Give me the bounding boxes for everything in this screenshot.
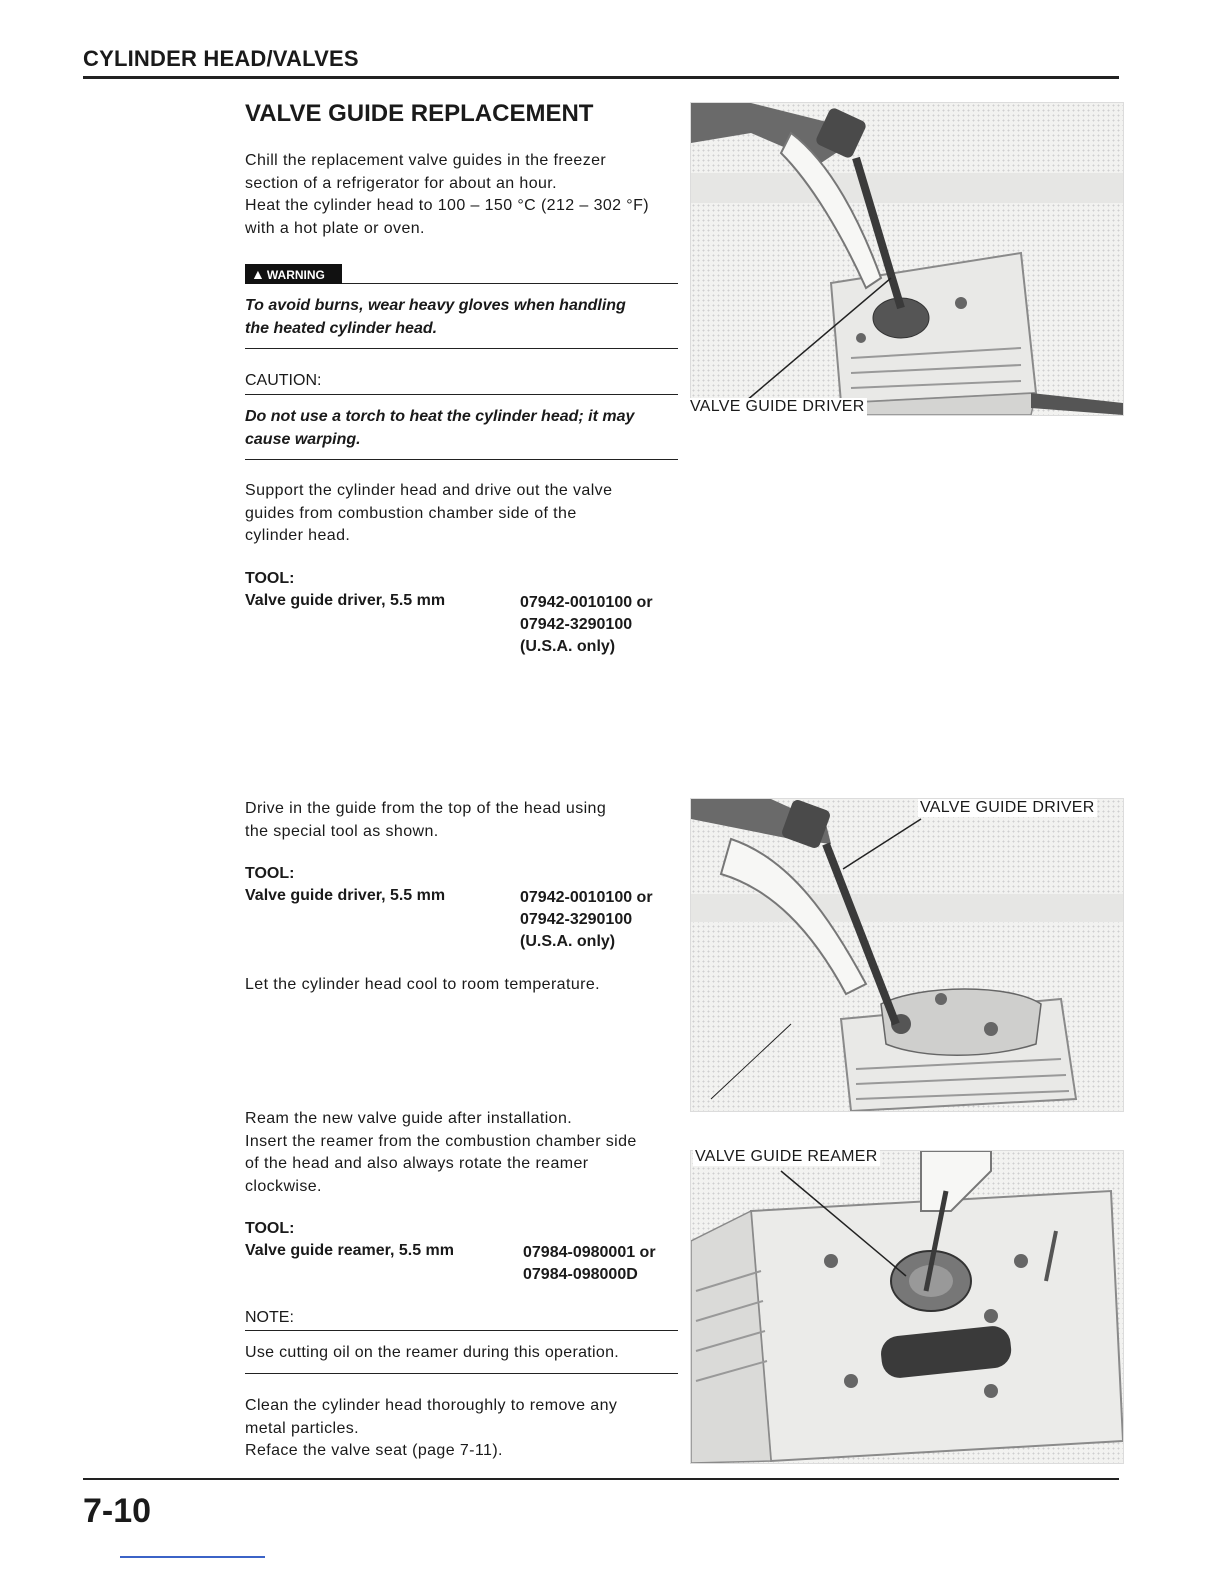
warning-badge	[245, 264, 342, 284]
warning-text	[245, 295, 685, 340]
cool-text: Let the cylinder head cool to room temperature.	[245, 976, 600, 993]
tool3-part-numbers	[523, 1242, 656, 1286]
clean-line: Reface the valve seat (page 7-11).	[245, 1442, 503, 1459]
warning-triangle-icon: ▲	[251, 266, 265, 282]
section-title: VALVE GUIDE REPLACEMENT	[245, 100, 594, 127]
ream-line: of the head and also always rotate the reamer	[245, 1155, 589, 1172]
tool1-part: (U.S.A. only)	[520, 638, 616, 655]
caution-rule	[245, 394, 678, 395]
support-line: cylinder head.	[245, 527, 351, 544]
note-rule	[245, 1330, 678, 1331]
caution-label: CAUTION:	[245, 372, 322, 389]
intro-line: Chill the replacement valve guides in the freezer	[245, 152, 607, 169]
drive-paragraph	[245, 798, 685, 843]
figure-3-caption: VALVE GUIDE REAMER	[695, 1148, 878, 1165]
tool3-name: Valve guide reamer, 5.5 mm	[245, 1242, 455, 1259]
figure-2-photo	[690, 798, 1124, 1112]
intro-line: Heat the cylinder head to 100 – 150 °C (212 – 302 °F)	[245, 197, 650, 214]
tool1-part-numbers	[520, 592, 653, 658]
page-header-title: CYLINDER HEAD/VALVES	[83, 46, 359, 71]
tool3-part: 07984-0980001 or	[523, 1244, 656, 1261]
ream-line: clockwise.	[245, 1177, 322, 1195]
support-line: Support the cylinder head and drive out the valve	[245, 482, 613, 499]
drive-line: the special tool as shown.	[245, 822, 439, 840]
support-line: guides from combustion chamber side of the	[245, 504, 577, 522]
tool2-part: 07942-3290100	[520, 911, 633, 928]
clean-line: metal particles.	[245, 1419, 359, 1437]
intro-line: section of a refrigerator for about an hour.	[245, 174, 557, 192]
ream-line: Ream the new valve guide after installation.	[245, 1110, 573, 1127]
caution-text	[245, 406, 685, 451]
tool3-part: 07984-098000D	[523, 1266, 638, 1283]
tool2-part: (U.S.A. only)	[520, 933, 616, 950]
footer-rule	[83, 1478, 1119, 1480]
intro-line: with a hot plate or oven.	[245, 219, 425, 237]
header-rule	[83, 76, 1119, 79]
tool1-part: 07942-3290100	[520, 616, 633, 633]
figure-2-caption: VALVE GUIDE DRIVER	[920, 799, 1095, 816]
note-text: Use cutting oil on the reamer during this operation.	[245, 1344, 620, 1361]
figure-3-photo	[690, 1150, 1124, 1464]
caution-line: Do not use a torch to heat the cylinder head; it may	[245, 408, 635, 425]
figure-1-caption: VALVE GUIDE DRIVER	[690, 398, 865, 415]
caution-line: cause warping.	[245, 430, 361, 448]
figure-1-illustration	[691, 103, 1123, 415]
support-paragraph	[245, 480, 685, 548]
tool1-label: TOOL:	[245, 570, 295, 587]
page-number: 7-10	[83, 1492, 152, 1530]
tool2-part: 07942-0010100 or	[520, 889, 653, 906]
warning-line: the heated cylinder head.	[245, 319, 438, 337]
clean-paragraph	[245, 1395, 685, 1463]
tool1-name: Valve guide driver, 5.5 mm	[245, 592, 446, 609]
figure-3-illustration	[691, 1151, 1123, 1463]
tool2-part-numbers	[520, 887, 653, 953]
figure-2-illustration	[691, 799, 1123, 1111]
note-bottom-rule	[245, 1373, 678, 1374]
drive-line: Drive in the guide from the top of the head using	[245, 800, 607, 817]
figure-1-photo	[690, 102, 1124, 416]
warning-rule	[342, 283, 678, 284]
tool3-label: TOOL:	[245, 1220, 295, 1237]
tool2-label: TOOL:	[245, 865, 295, 882]
footer-accent-line	[120, 1556, 265, 1558]
warning-bottom-rule	[245, 348, 678, 349]
intro-paragraph	[245, 150, 680, 240]
ream-line: Insert the reamer from the combustion chamber side	[245, 1132, 637, 1150]
warning-badge-label: WARNING	[266, 268, 325, 282]
tool1-part: 07942-0010100 or	[520, 594, 653, 611]
caution-bottom-rule	[245, 459, 678, 460]
ream-paragraph	[245, 1108, 685, 1198]
warning-line: To avoid burns, wear heavy gloves when handling	[245, 297, 626, 314]
tool2-name: Valve guide driver, 5.5 mm	[245, 887, 446, 904]
clean-line: Clean the cylinder head thoroughly to remove any	[245, 1397, 618, 1414]
note-label: NOTE:	[245, 1309, 294, 1326]
